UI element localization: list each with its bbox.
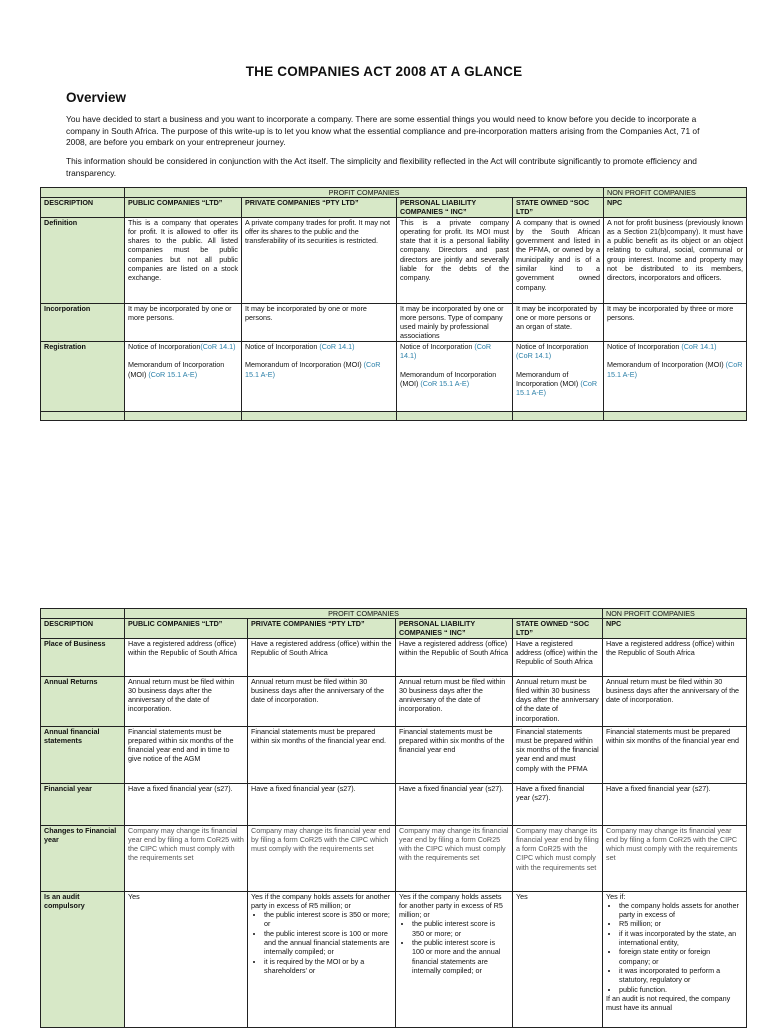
list-item: • R5 million; or xyxy=(619,919,743,928)
row-label-registration: Registration xyxy=(41,341,125,411)
list-item: • the company holds assets for another party in excess of xyxy=(619,901,743,920)
column-header-row xyxy=(41,198,747,218)
npc-header: NPC xyxy=(604,198,747,218)
state-audit: Yes xyxy=(513,891,603,1027)
personal-incorporation: It may be incorporated by one or more persons. Type of company used mainly by professional associations xyxy=(397,303,513,341)
npc-audit-list xyxy=(606,901,743,994)
private-header: PRIVATE COMPANIES “PTY LTD” xyxy=(242,198,397,218)
table-row xyxy=(41,726,747,783)
npc-annual-returns: Annual return must be filed within 30 business days after the anniversary of the date of incorporation. xyxy=(603,676,747,726)
overview-paragraph-1: You have decided to start a business and you want to incorporate a company. There are some essential things you would need to know before you decide to incorporate a company in South Africa. The purpose of this write-up is to let you know what the essential compliance and pre-incorporation matters arising from the Companies Act, 71 of 2008, are before you embark on your entrepreneur journey. xyxy=(66,114,700,147)
private-header: PRIVATE COMPANIES “PTY LTD” xyxy=(248,619,396,639)
profit-companies-header: PROFIT COMPANIES xyxy=(125,609,603,619)
row-label-place-of-business: Place of Business xyxy=(41,638,125,676)
private-fin-year: Have a fixed financial year (s27). xyxy=(248,783,396,825)
personal-changes: Company may change its financial year end by filing a form CoR25 with the CIPC which must comply with the requirements set xyxy=(396,825,513,891)
table-row xyxy=(41,341,747,411)
moi-text: Memorandum of Incorporation (MOI) xyxy=(245,360,362,370)
companies-table-1 xyxy=(40,187,747,421)
personal-audit-intro: Yes if the company holds assets for another party in excess of R5 million; or xyxy=(399,891,503,920)
private-annual-returns: Annual return must be filed within 30 business days after the anniversary of the date of incorporation. xyxy=(248,676,396,726)
list-item: • the public interest score is 350 or more; or xyxy=(264,910,392,929)
row-label-annual-returns: Annual Returns xyxy=(41,676,125,726)
row-label-financial-year: Financial year xyxy=(41,783,125,825)
public-incorporation: It may be incorporated by one or more persons. xyxy=(125,303,242,341)
cor-15-1-reference: (CoR 15.1 A-E) xyxy=(245,360,381,379)
list-item: • the public interest score is 100 or more and the annual financial statements are internally compiled; or xyxy=(264,929,392,957)
personal-audit xyxy=(396,891,513,1027)
group-header-row xyxy=(41,609,747,619)
public-annual-returns: Annual return must be filed within 30 business days after the anniversary of the date of incorporation. xyxy=(125,676,248,726)
row-label-changes-to-financial-year: Changes to Financial year xyxy=(41,825,125,891)
moi-text: Memorandum of Incorporation (MOI) xyxy=(128,360,225,379)
row-label-annual-financial-statements: Annual financial statements xyxy=(41,726,125,783)
private-audit-intro: Yes if the company holds assets for another party in excess of R5 million; or xyxy=(251,891,391,910)
public-place: Have a registered address (office) within the Republic of South Africa xyxy=(125,638,248,676)
state-incorporation: It may be incorporated by one or more persons or an organ of state. xyxy=(513,303,604,341)
npc-incorporation: It may be incorporated by three or more persons. xyxy=(604,303,747,341)
npc-fin-year: Have a fixed financial year (s27). xyxy=(603,783,747,825)
table-row xyxy=(41,303,747,341)
list-item: • the public interest score is 100 or more and the annual financial statements are internally compiled; or xyxy=(412,938,509,975)
list-item: • it was incorporated to perform a statutory, regulatory or xyxy=(619,966,743,985)
public-definition: This is a company that operates for profit. It is allowed to offer its shares to the public. All listed companies must be public companies but not all public companies are listed on a stock exchange. xyxy=(125,217,242,303)
private-definition: A private company trades for profit. It may not offer its shares to the public and the transferability of its securities is restricted. xyxy=(242,217,397,303)
state-changes: Company may change its financial year end by filing a form CoR25 with the CIPC which must comply with the requirements set xyxy=(513,825,603,891)
public-audit: Yes xyxy=(125,891,248,1027)
personal-registration xyxy=(397,341,513,411)
cor-14-1-reference: (CoR 14.1) xyxy=(681,341,717,351)
table-row xyxy=(41,783,747,825)
state-fin-year: Have a fixed financial year (s27). xyxy=(513,783,603,825)
public-annual-fs: Financial statements must be prepared within six months of the financial year end and in time to give notice of the AGM xyxy=(125,726,248,783)
cor-14-1-reference: (CoR 14.1) xyxy=(400,341,492,361)
table-row xyxy=(41,676,747,726)
npc-place: Have a registered address (office) within the Republic of South Africa xyxy=(603,638,747,676)
public-header: PUBLIC COMPANIES “LTD” xyxy=(125,619,248,639)
table-row xyxy=(41,411,747,420)
personal-annual-returns: Annual return must be filed within 30 business days after the anniversary of the date of incorporation. xyxy=(396,676,513,726)
row-label-definition: Definition xyxy=(41,217,125,303)
table-row xyxy=(41,217,747,303)
table-row xyxy=(41,825,747,891)
state-registration xyxy=(513,341,604,411)
state-definition: A company that is owned by the South African government and listed in the PFMA, or owned by a municipality and is of a similar kind to a government owned company. xyxy=(513,217,604,303)
list-item: • the public interest score is 350 or more; or xyxy=(412,919,509,938)
private-audit xyxy=(248,891,396,1027)
private-place: Have a registered address (office) within the Republic of South Africa xyxy=(248,638,396,676)
cor-15-1-reference: (CoR 15.1 A-E) xyxy=(420,378,470,388)
state-place: Have a registered address (office) within the Republic of South Africa xyxy=(513,638,603,676)
npc-header: NPC xyxy=(603,619,747,639)
personal-fin-year: Have a fixed financial year (s27). xyxy=(396,783,513,825)
personal-place: Have a registered address (office) within the Republic of South Africa xyxy=(396,638,513,676)
list-item: • public function. xyxy=(619,985,743,994)
group-header-row xyxy=(41,188,747,198)
npc-audit-intro: Yes if: xyxy=(606,891,626,901)
notice-text: Notice of Incorporation xyxy=(245,341,318,351)
table-row xyxy=(41,891,747,1027)
private-annual-fs: Financial statements must be prepared within six months of the financial year end. xyxy=(248,726,396,783)
cor-14-1-reference: (CoR 14.1) xyxy=(200,341,236,351)
state-header: STATE OWNED “SOC LTD” xyxy=(513,619,603,639)
public-registration xyxy=(125,341,242,411)
column-header-row xyxy=(41,619,747,639)
list-item: • it is required by the MOI or by a shareholders’ or xyxy=(264,957,392,976)
notice-text: Notice of Incorporation xyxy=(607,341,680,351)
moi-text: Memorandum of Incorporation (MOI) xyxy=(516,369,579,388)
public-changes: Company may change its financial year end by filing a form CoR25 with the CIPC which must comply with the requirements set xyxy=(125,825,248,891)
overview-paragraph-2: This information should be considered in conjunction with the Act itself. The simplicity and flexibility reflected in the Act will contribute significantly to promote efficiency and transparency. xyxy=(66,156,697,178)
cor-14-1-reference: (CoR 14.1) xyxy=(516,351,552,361)
row-label-incorporation: Incorporation xyxy=(41,303,125,341)
personal-annual-fs: Financial statements must be prepared within six months of the financial year end xyxy=(396,726,513,783)
document-title: THE COMPANIES ACT 2008 AT A GLANCE xyxy=(245,64,523,79)
overview-heading: Overview xyxy=(66,90,127,105)
npc-registration xyxy=(604,341,747,411)
private-changes: Company may change its financial year end by filing a form CoR25 with the CIPC which must comply with the requirements set xyxy=(248,825,396,891)
personal-header: PERSONAL LIABILITY COMPANIES “ INC” xyxy=(396,619,513,639)
private-registration xyxy=(242,341,397,411)
public-fin-year: Have a fixed financial year (s27). xyxy=(125,783,248,825)
list-item: • if it was incorporated by the state, an international entity, xyxy=(619,929,743,948)
row-label-audit-compulsory: Is an audit compulsory xyxy=(41,891,125,1027)
non-profit-companies-header: NON PROFIT COMPANIES xyxy=(604,188,747,198)
cor-15-1-reference: (CoR 15.1 A-E) xyxy=(148,369,198,379)
cor-15-1-reference: (CoR 15.1 A-E) xyxy=(516,378,598,398)
npc-definition: A not for profit business (previously known as a Section 21(b)company). It must have a public benefit as its object or an object relating to cultural, social, communal or group interest. Income and property may not be distributed to its members, directors, incorporators and officers. xyxy=(604,217,747,303)
non-profit-companies-header: NON PROFIT COMPANIES xyxy=(603,609,747,619)
state-annual-returns: Annual return must be filed within 30 business days after the anniversary of the date of incorporation. xyxy=(513,676,603,726)
moi-text: Memorandum of Incorporation (MOI) xyxy=(607,360,724,370)
state-header: STATE OWNED “SOC LTD” xyxy=(513,198,604,218)
npc-audit xyxy=(603,891,747,1027)
list-item: • foreign state entity or foreign company; or xyxy=(619,947,743,966)
notice-text: Notice of Incorporation xyxy=(128,341,201,351)
private-audit-list xyxy=(251,910,392,975)
state-annual-fs: Financial statements must be prepared within six months of the financial year end and must comply with the PFMA xyxy=(513,726,603,783)
description-header: DESCRIPTION xyxy=(41,198,125,218)
npc-annual-fs: Financial statements must be prepared within six months of the financial year end xyxy=(603,726,747,783)
cor-14-1-reference: (CoR 14.1) xyxy=(319,341,355,351)
notice-text: Notice of Incorporation xyxy=(400,341,473,351)
description-header: DESCRIPTION xyxy=(41,619,125,639)
personal-audit-list xyxy=(399,919,509,975)
notice-text: Notice of Incorporation xyxy=(516,341,589,351)
cor-15-1-reference: (CoR 15.1 A-E) xyxy=(607,360,743,379)
public-header: PUBLIC COMPANIES “LTD” xyxy=(125,198,242,218)
profit-companies-header: PROFIT COMPANIES xyxy=(125,188,604,198)
private-incorporation: It may be incorporated by one or more persons. xyxy=(242,303,397,341)
table-row xyxy=(41,638,747,676)
npc-changes: Company may change its financial year end by filing a form CoR25 with the CIPC which must comply with the requirements set xyxy=(603,825,747,891)
npc-audit-outro: If an audit is not required, the company must have its annual xyxy=(606,993,731,1013)
moi-text: Memorandum of Incorporation (MOI) xyxy=(400,369,497,388)
personal-definition: This is a private company operating for profit. Its MOI must state that it is a personal liability company. Directors and past directors are jointly and severally liable for the debts of the company. xyxy=(397,217,513,303)
personal-header: PERSONAL LIABILITY COMPANIES “ INC” xyxy=(397,198,513,218)
companies-table-2 xyxy=(40,608,747,1028)
